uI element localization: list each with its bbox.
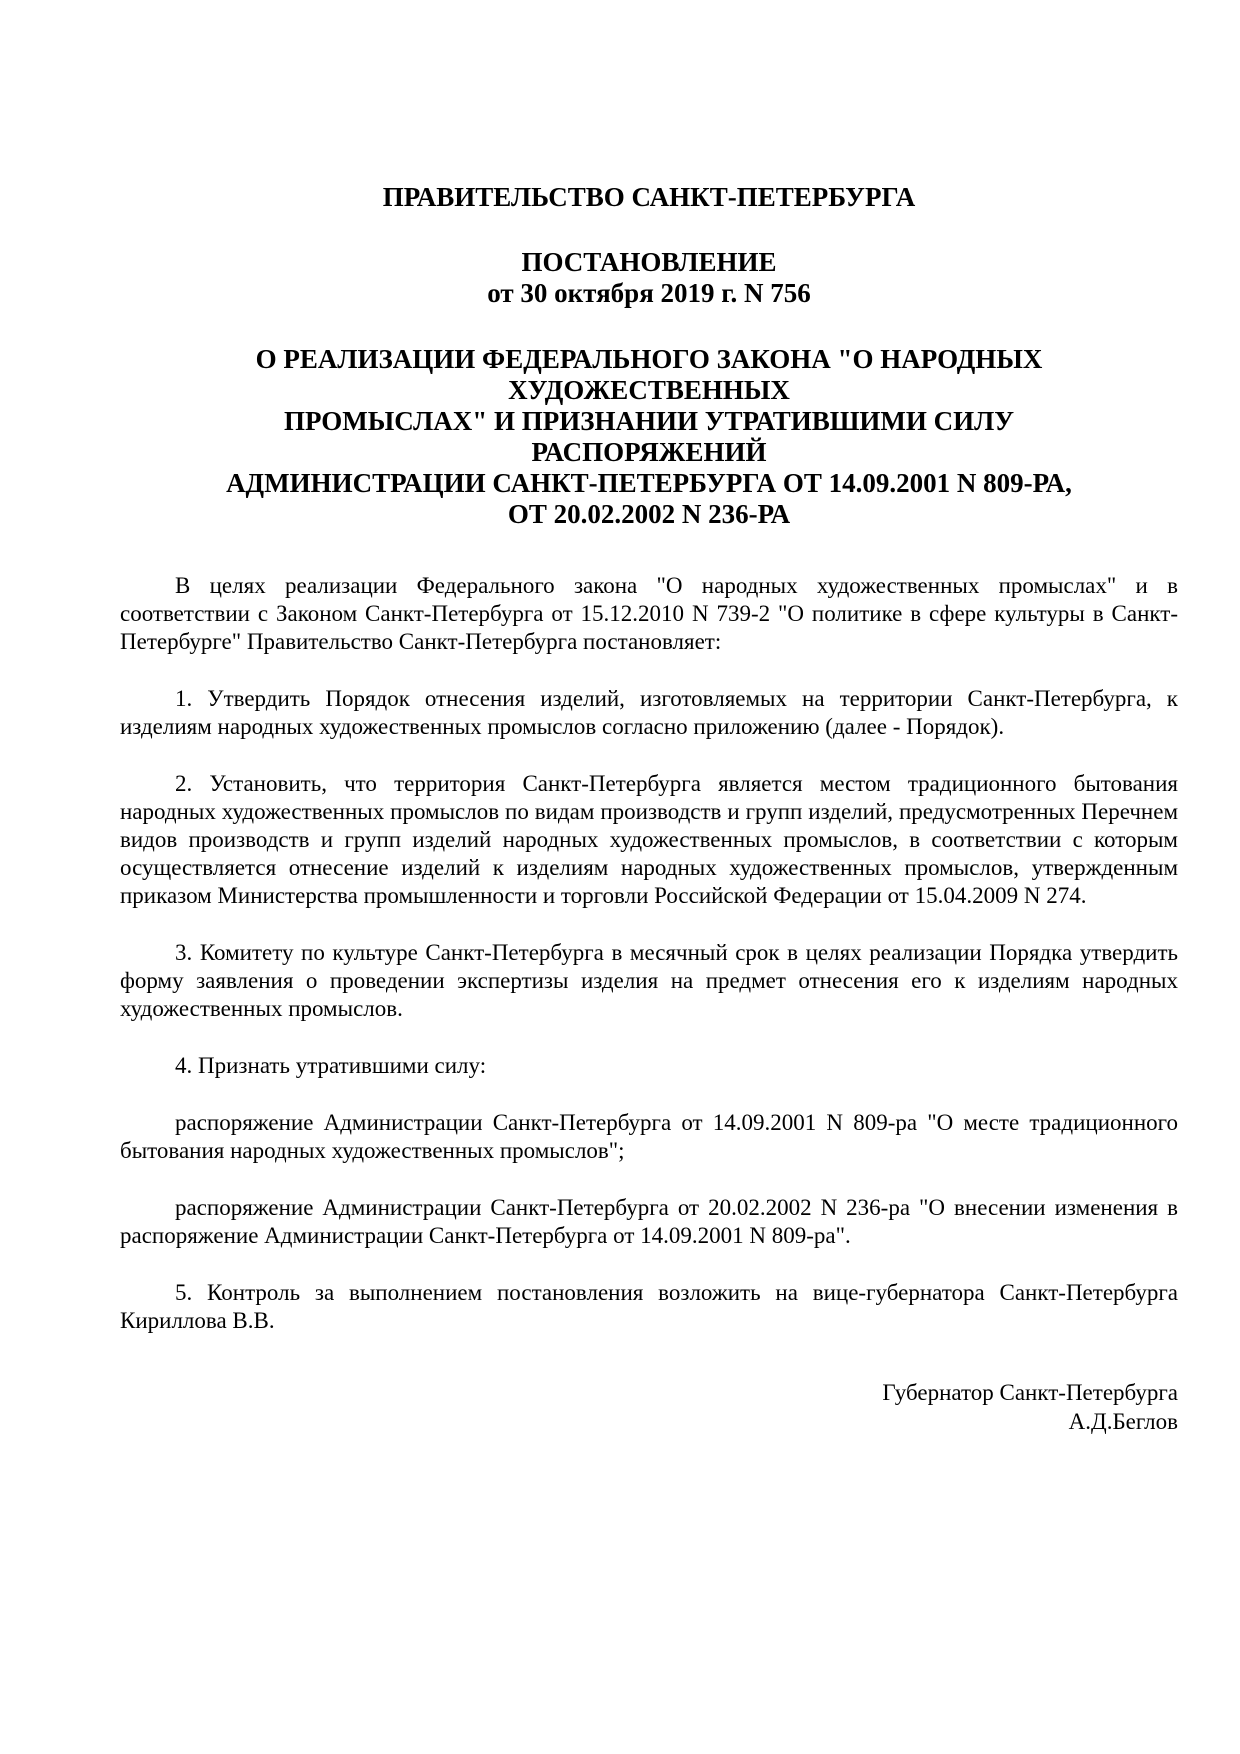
signatory-position: Губернатор Санкт-Петербурга (882, 1380, 1178, 1405)
clause-5: 5. Контроль за выполнением постановления возложить на вице-губернатора Санкт-Петербурга Кириллова В.В. (120, 1280, 1178, 1333)
decree-heading (120, 247, 1178, 309)
title-line: РАСПОРЯЖЕНИЙ (531, 437, 767, 467)
title-line: АДМИНИСТРАЦИИ САНКТ-ПЕТЕРБУРГА ОТ 14.09.2001 N 809-РА, (226, 468, 1072, 498)
signatory-name: А.Д.Беглов (1068, 1409, 1178, 1434)
clause-3: 3. Комитету по культуре Санкт-Петербурга в месячный срок в целях реализации Порядка утвердить форму заявления о проведении экспертизы изделия на предмет отнесения его к изделиям народных художественных промыслов. (120, 940, 1178, 1021)
clause-4: 4. Признать утратившими силу: (175, 1053, 487, 1078)
document-date-number: от 30 октября 2019 г. N 756 (487, 278, 811, 308)
title-line: ОТ 20.02.2002 N 236-РА (507, 499, 791, 529)
title-line: О РЕАЛИЗАЦИИ ФЕДЕРАЛЬНОГО ЗАКОНА "О НАРОДНЫХ (255, 344, 1043, 374)
document-body (120, 572, 1178, 1364)
repealed-order-2: распоряжение Администрации Санкт-Петербурга от 20.02.2002 N 236-ра "О внесении изменения в распоряжение Администрации Санкт-Петербурга от 14.09.2001 N 809-ра". (120, 1195, 1178, 1248)
signature-block (600, 1378, 1178, 1436)
government-heading (120, 182, 1178, 213)
document-title (120, 344, 1178, 530)
document-type: ПОСТАНОВЛЕНИЕ (521, 247, 777, 277)
title-line: ПРОМЫСЛАХ" И ПРИЗНАНИИ УТРАТИВШИМИ СИЛУ (283, 406, 1015, 436)
preamble-paragraph: В целях реализации Федерального закона "О народных художественных промыслах" и в соответствии с Законом Санкт-Петербурга от 15.12.2010 N 739-2 "О политике в сфере культуры в Санкт-Петербурге" Правительство Санкт-Петербурга постановляет: (120, 573, 1178, 654)
clause-1: 1. Утвердить Порядок отнесения изделий, изготовляемых на территории Санкт-Петербурга, к изделиям народных художественных промыслов согласно приложению (далее - Порядок). (120, 686, 1178, 739)
clause-2: 2. Установить, что территория Санкт-Петербурга является местом традиционного бытования народных художественных промыслов по видам производств и групп изделий, предусмотренных Перечнем видов производств и групп изделий народных художественных промыслов, в соответствии с которым осуществляется отнесение изделий к изделиям народных художественных промыслов, утвержденным приказом Министерства промышленности и торговли Российской Федерации от 15.04.2009 N 274. (120, 771, 1178, 908)
repealed-order-1: распоряжение Администрации Санкт-Петербурга от 14.09.2001 N 809-ра "О месте традиционного бытования народных художественных промыслов"; (120, 1110, 1178, 1163)
government-name: ПРАВИТЕЛЬСТВО САНКТ-ПЕТЕРБУРГА (382, 182, 916, 212)
title-line: ХУДОЖЕСТВЕННЫХ (508, 375, 790, 405)
